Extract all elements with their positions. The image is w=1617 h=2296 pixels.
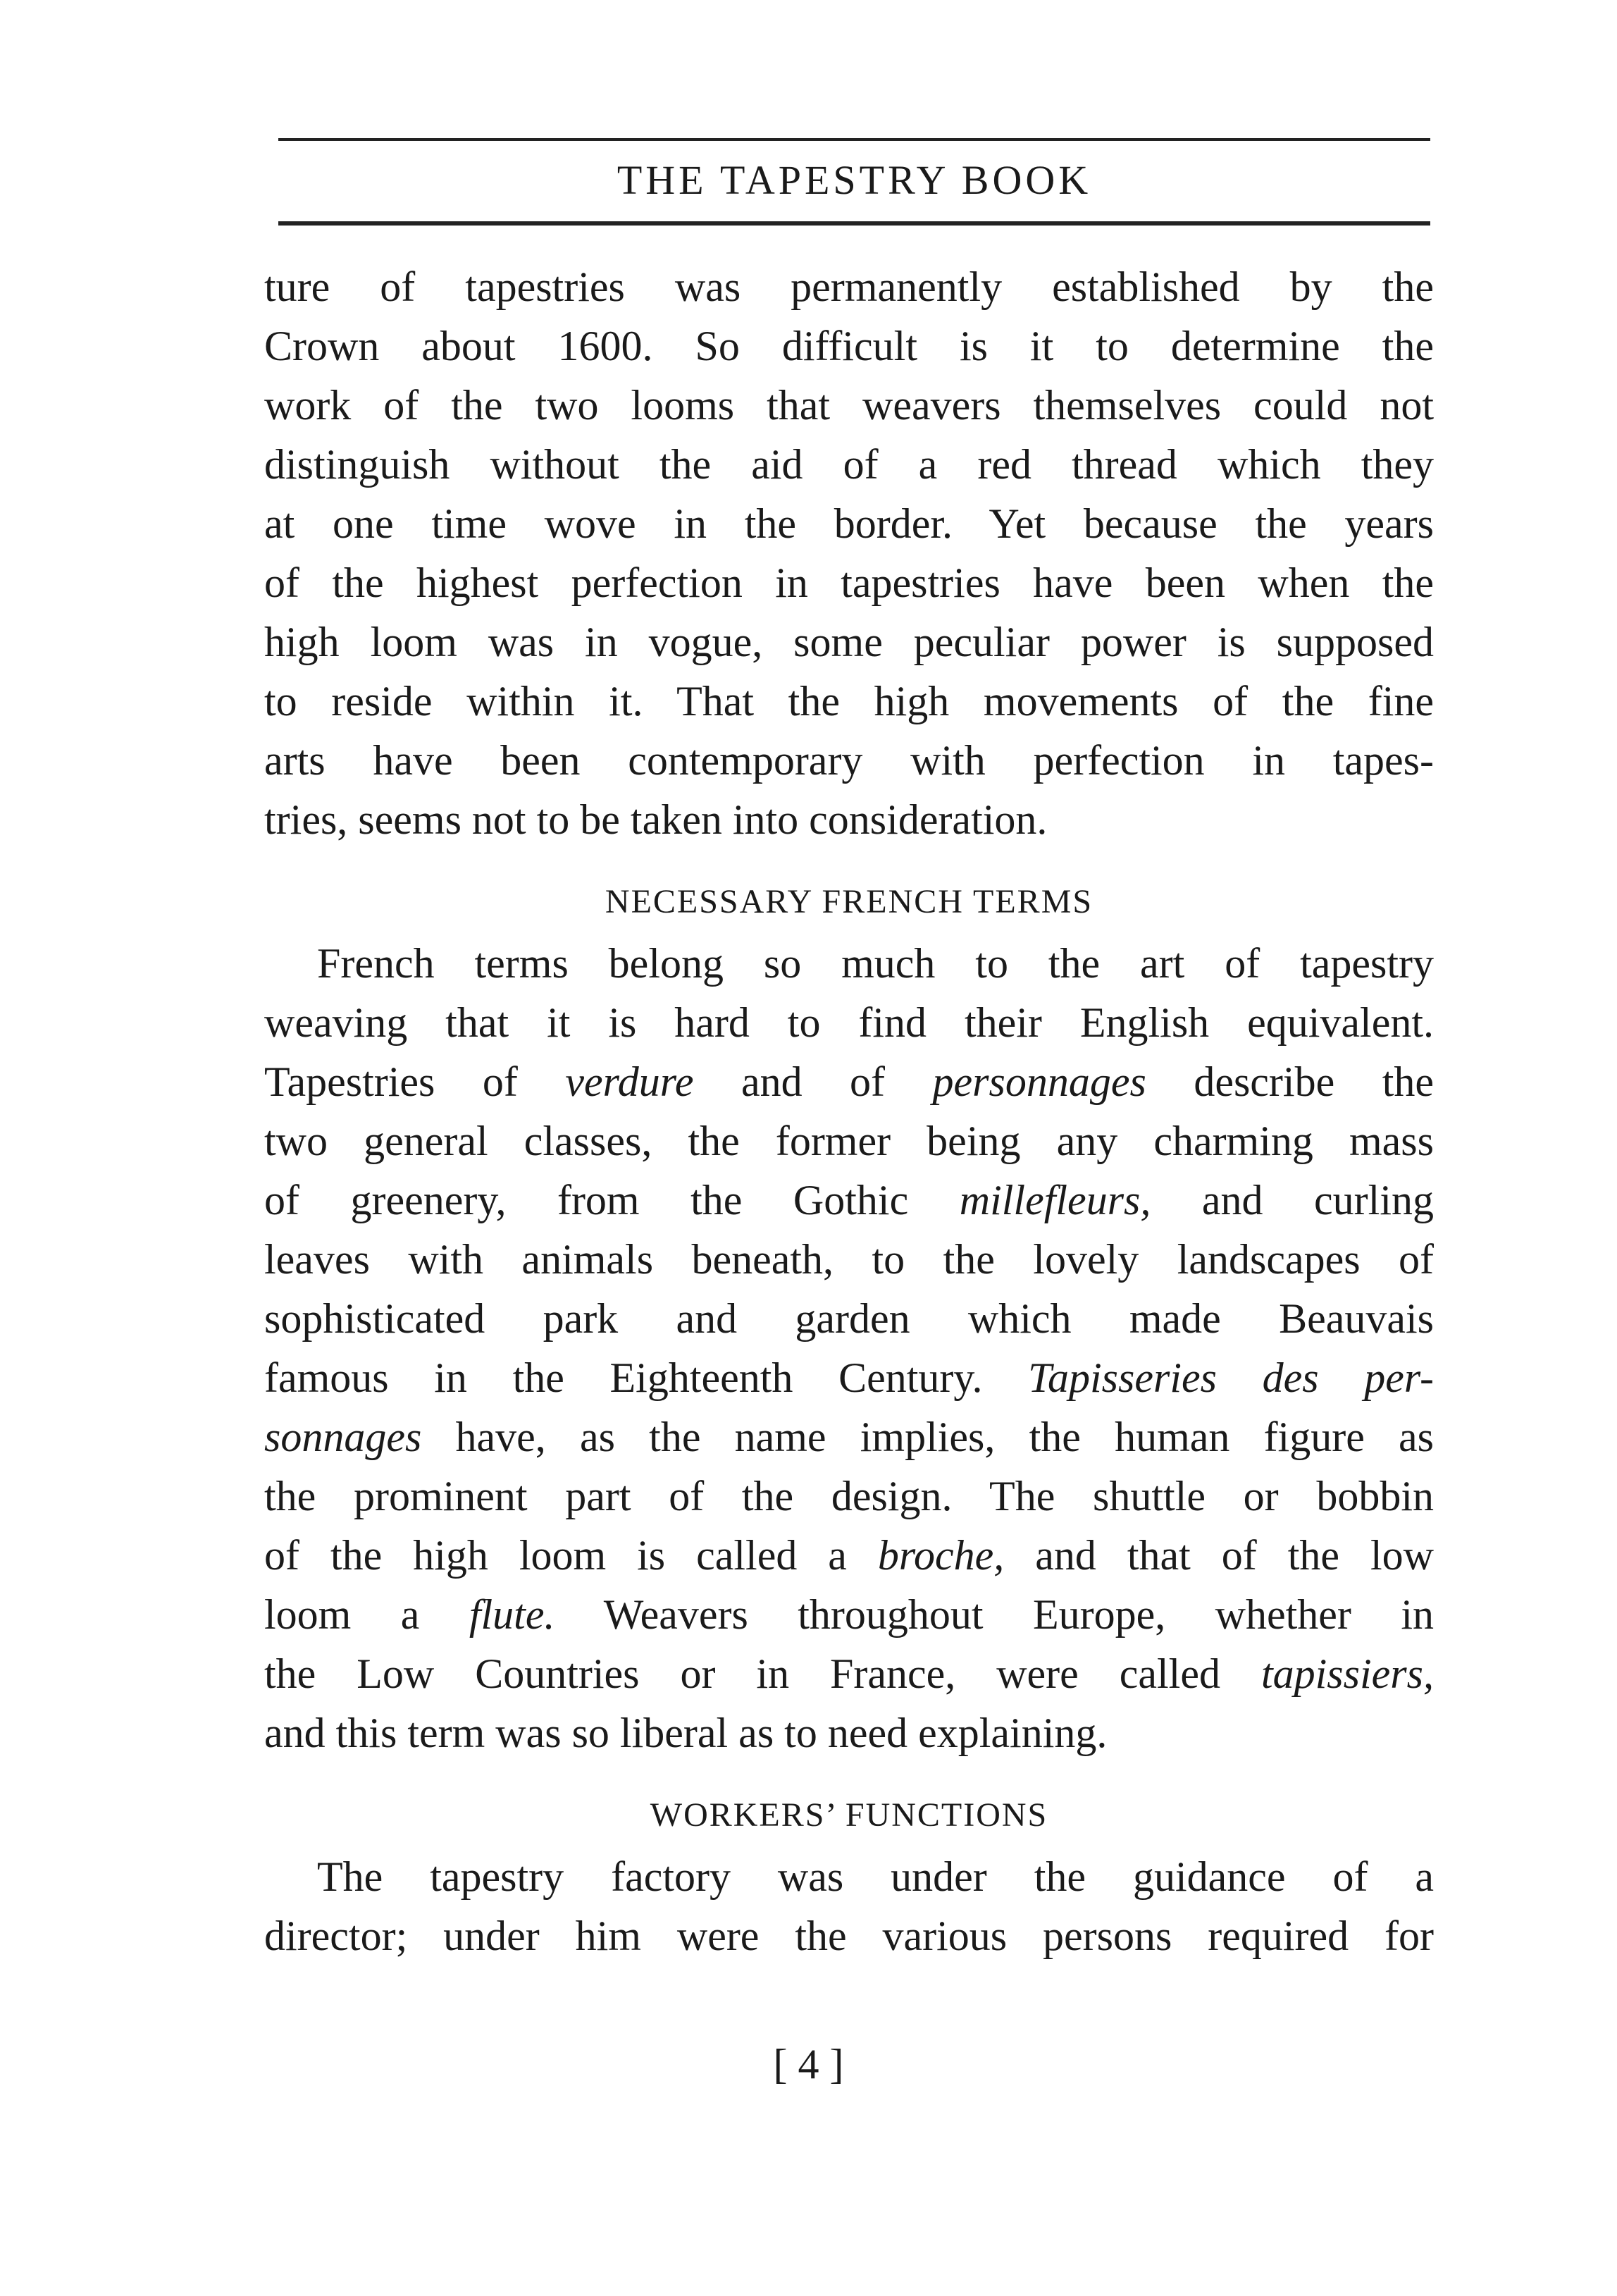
text-line [264,257,1434,316]
text-run: high loom was in vogue, some peculiar power is supposed [264,619,1434,665]
text-run: to reside within it. That the high movements of the fine [264,678,1434,724]
text-run: Weavers throughout Europe, whether in [555,1591,1434,1638]
text-line [264,672,1434,731]
text-line [264,731,1434,790]
italic-term: tapissiers, [1260,1650,1434,1697]
text-line [264,1644,1434,1703]
text-run: and that of the low [1004,1532,1434,1579]
text-run: director; under him were the various persons required for [264,1913,1434,1959]
text-run: two general classes, the former being any charming mass [264,1118,1434,1164]
text-run: loom a [264,1591,469,1638]
italic-term: sonnages [264,1414,422,1460]
text-line [264,1111,1434,1171]
paragraph [264,1847,1434,1965]
text-run: sophisticated park and garden which made Beauvais [264,1295,1434,1342]
text-line [264,612,1434,672]
section-heading: WORKERS’ FUNCTIONS [650,1796,1048,1834]
text-line [264,934,1434,993]
text-run: famous in the Eighteenth Century. [264,1354,1029,1401]
page-body [264,257,1434,1965]
text-line [264,1289,1434,1348]
text-line [264,1526,1434,1585]
text-run: at one time wove in the border. Yet because the years [264,500,1434,547]
text-run: Crown about 1600. So difficult is it to determine the [264,323,1434,369]
text-line [264,993,1434,1052]
text-run: the prominent part of the design. The shuttle or bobbin [264,1473,1434,1519]
text-line [264,1906,1434,1965]
header-rule-top [278,138,1430,141]
text-line [264,1052,1434,1111]
text-line [264,435,1434,494]
text-line [264,1585,1434,1644]
text-line [264,494,1434,553]
page-number: [ 4 ] [773,2041,844,2087]
text-run: of the high loom is called a [264,1532,878,1579]
text-run: work of the two looms that weavers themselves could not [264,382,1434,428]
text-line [264,1407,1434,1467]
italic-term: verdure [565,1058,694,1105]
text-line [264,1348,1434,1407]
text-line [264,316,1434,376]
text-run: of greenery, from the Gothic [264,1177,960,1223]
text-run: and this term was so liberal as to need explaining. [264,1710,1108,1756]
text-run: French terms belong so much to the art of tapestry [317,940,1434,987]
paragraph [264,257,1434,849]
text-line [264,1703,1434,1763]
text-line [264,553,1434,612]
text-run: leaves with animals beneath, to the lovely landscapes of [264,1236,1434,1283]
italic-term: broche, [877,1532,1005,1579]
running-head: THE TAPESTRY BOOK [617,157,1092,203]
paragraph [264,934,1434,1763]
text-run: weaving that it is hard to find their English equivalent. [264,999,1434,1046]
text-run: Tapestries of [264,1058,566,1105]
text-line [264,1171,1434,1230]
italic-term: Tapisseries des per- [1028,1354,1434,1401]
text-run: and curling [1151,1177,1434,1223]
text-line [264,790,1434,849]
text-line [264,1230,1434,1289]
text-run: ture of tapestries was permanently established by the [264,264,1434,310]
italic-term: millefleurs, [959,1177,1151,1223]
text-run: the Low Countries or in France, were called [264,1650,1261,1697]
text-run: distinguish without the aid of a red thread which they [264,441,1434,488]
text-run: tries, seems not to be taken into consideration. [264,796,1048,843]
header-rule-bottom [278,221,1430,226]
text-line [264,1467,1434,1526]
text-run: and of [693,1058,933,1105]
italic-term: flute. [469,1591,555,1638]
text-run: The tapestry factory was under the guidance of a [317,1853,1434,1900]
text-run: have, as the name implies, the human figure as [421,1414,1434,1460]
text-run: describe the [1146,1058,1434,1105]
section-heading: NECESSARY FRENCH TERMS [605,883,1094,920]
text-run: of the highest perfection in tapestries have been when the [264,560,1434,606]
text-run: arts have been contemporary with perfection in tapes- [264,737,1434,784]
italic-term: personnages [932,1058,1146,1105]
text-line [264,376,1434,435]
text-line [264,1847,1434,1906]
